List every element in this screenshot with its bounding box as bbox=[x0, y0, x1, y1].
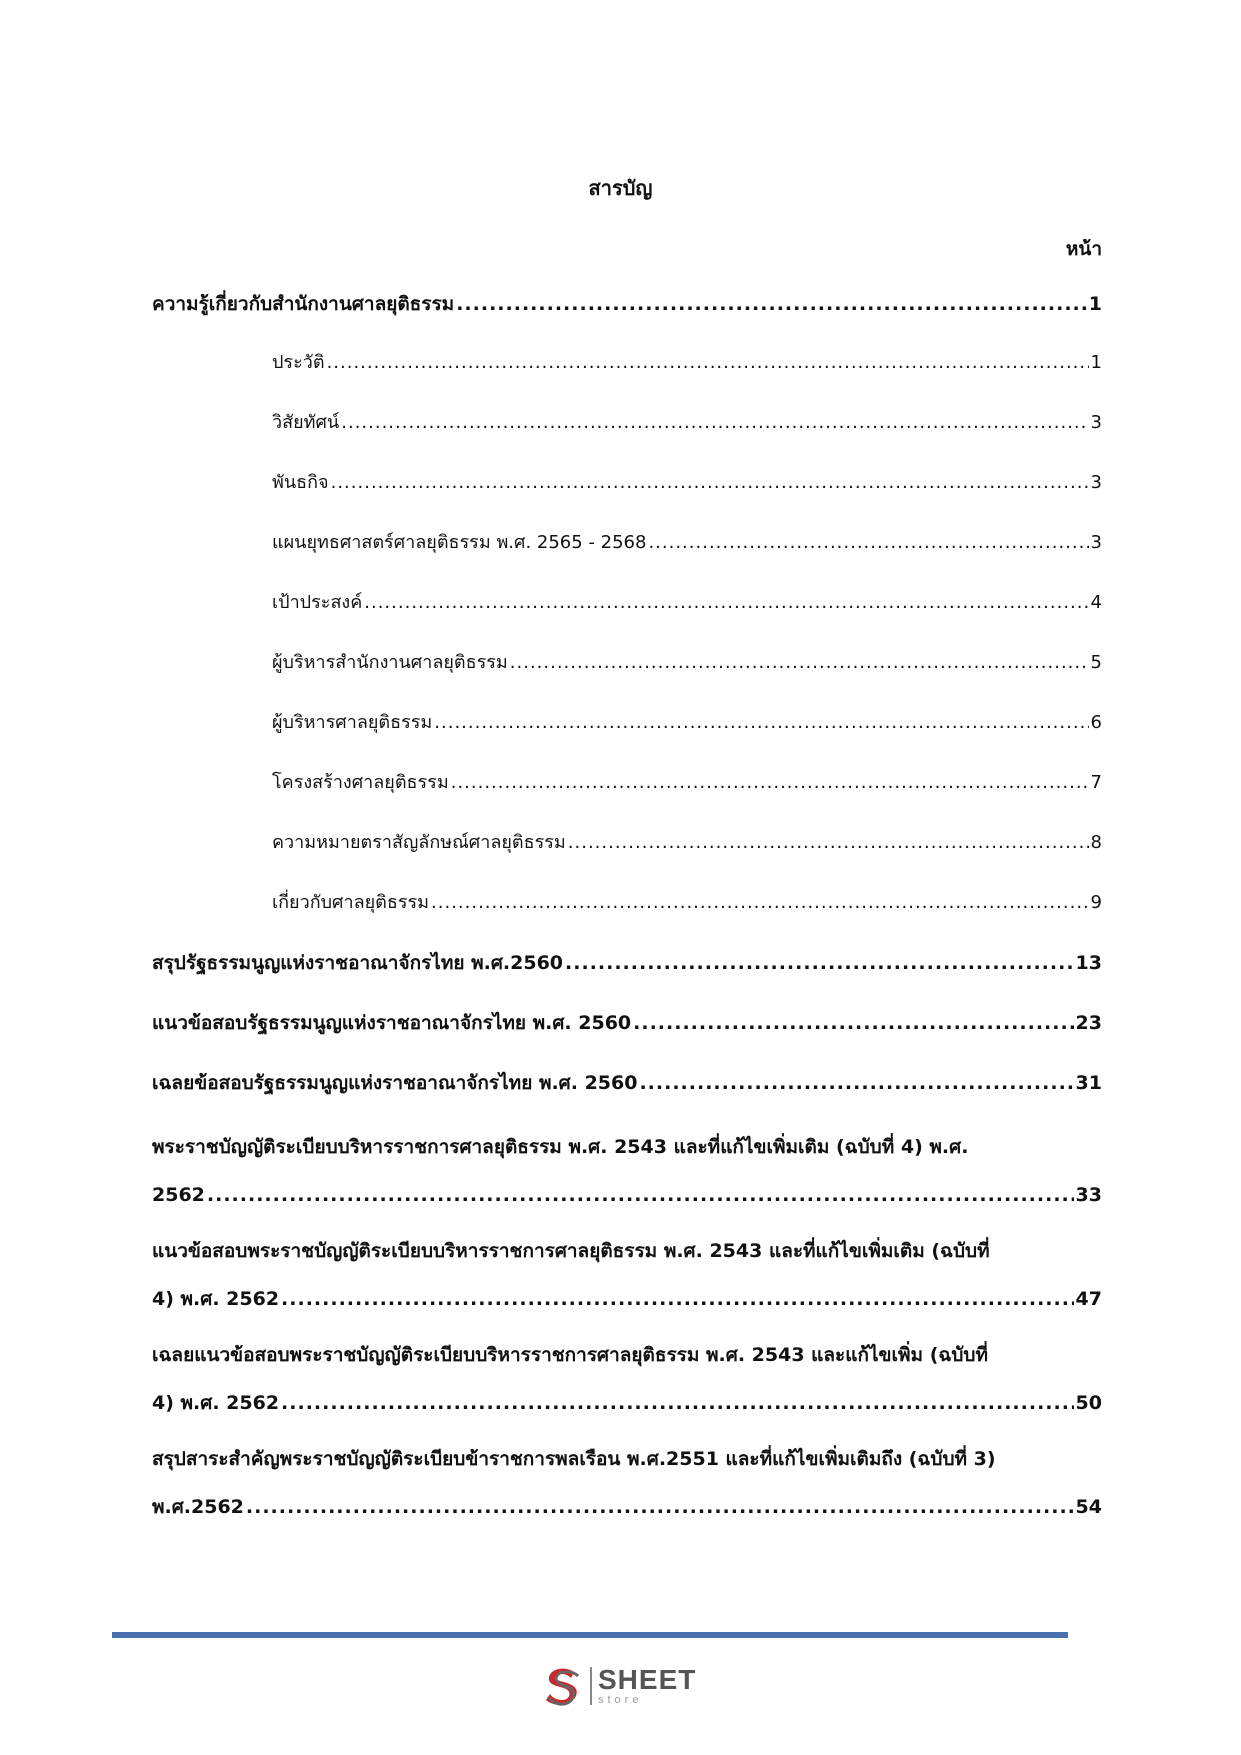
toc-entry-page: 4 bbox=[1090, 592, 1102, 613]
toc-entry[interactable] bbox=[272, 592, 1102, 614]
sheet-store-s-icon bbox=[540, 1664, 584, 1708]
toc-entry-label: พันธกิจ bbox=[272, 472, 329, 493]
toc-entry-label: แผนยุทธศาสตร์ศาลยุติธรรม พ.ศ. 2565 - 2568 bbox=[272, 532, 647, 553]
toc-entry-page: 1 bbox=[1090, 352, 1102, 373]
leader-dots bbox=[364, 592, 1088, 614]
toc-entry-page: 6 bbox=[1090, 712, 1102, 733]
toc-entry-label-continued: พ.ศ.2562 bbox=[152, 1496, 244, 1518]
toc-entry-page: 8 bbox=[1090, 832, 1102, 853]
toc-entry[interactable] bbox=[152, 293, 1102, 315]
toc-entry-label: โครงสร้างศาลยุติธรรม bbox=[272, 772, 449, 793]
leader-dots bbox=[431, 892, 1089, 914]
toc-entry-label: พระราชบัญญัติระเบียบบริหารราชการศาลยุติธรรม พ.ศ. 2543 และที่แก้ไขเพิ่มเติม (ฉบับที่ 4) พ.ศ. bbox=[152, 1136, 969, 1158]
toc-entry[interactable] bbox=[272, 352, 1102, 374]
toc-entry-wrapped[interactable] bbox=[152, 1236, 1102, 1310]
toc-entry-label-continued: 4) พ.ศ. 2562 bbox=[152, 1288, 280, 1310]
toc-entry-wrapped[interactable] bbox=[152, 1444, 1102, 1518]
toc-entry[interactable] bbox=[272, 652, 1102, 674]
toc-entry-wrapped[interactable] bbox=[152, 1340, 1102, 1414]
toc-title: สารบัญ bbox=[588, 176, 653, 200]
leader-dots bbox=[341, 412, 1088, 434]
toc-entry-page: 33 bbox=[1075, 1184, 1102, 1206]
logo-divider bbox=[590, 1667, 592, 1705]
toc-entry-label-continued: 4) พ.ศ. 2562 bbox=[152, 1392, 280, 1414]
toc-entry-page: 1 bbox=[1088, 293, 1102, 315]
toc-entry[interactable] bbox=[272, 532, 1102, 554]
toc-entry-page: 54 bbox=[1075, 1496, 1102, 1518]
toc-entry-page: 5 bbox=[1090, 652, 1102, 673]
toc-entry-label: ความหมายตราสัญลักษณ์ศาลยุติธรรม bbox=[272, 832, 566, 853]
toc-entry-label: เกี่ยวกับศาลยุติธรรม bbox=[272, 892, 430, 913]
toc-entry-label: วิสัยทัศน์ bbox=[272, 412, 340, 433]
toc-entry-page: 3 bbox=[1090, 472, 1102, 493]
toc-entry-wrapped[interactable] bbox=[152, 1132, 1102, 1206]
leader-dots bbox=[451, 772, 1089, 794]
toc-entry-page: 7 bbox=[1090, 772, 1102, 793]
leader-dots bbox=[327, 352, 1089, 374]
toc-entry-page: 13 bbox=[1075, 952, 1102, 974]
toc-entry-label: ประวัติ bbox=[272, 352, 325, 373]
toc-entry-label: สรุปสาระสำคัญพระราชบัญญัติระเบียบข้าราชการพลเรือน พ.ศ.2551 และที่แก้ไขเพิ่มเติมถึง (ฉบับที่ 3) bbox=[152, 1448, 996, 1470]
leader-dots bbox=[207, 1184, 1074, 1206]
leader-dots bbox=[633, 1012, 1073, 1034]
toc-entry[interactable] bbox=[152, 952, 1102, 974]
toc-entry-label: เป้าประสงค์ bbox=[272, 592, 363, 613]
toc-entry-label: เฉลยแนวข้อสอบพระราชบัญญัติระเบียบบริหารราชการศาลยุติธรรม พ.ศ. 2543 และแก้ไขเพิ่ม (ฉบับที่ bbox=[152, 1344, 988, 1366]
toc-entry-label: เฉลยข้อสอบรัฐธรรมนูญแห่งราชอาณาจักรไทย พ.ศ. 2560 bbox=[152, 1072, 638, 1094]
toc-entry-page: 31 bbox=[1075, 1072, 1102, 1094]
page-column-heading: หน้า bbox=[1065, 238, 1102, 260]
leader-dots bbox=[434, 712, 1088, 734]
logo-wordmark: SHEET bbox=[598, 1664, 697, 1695]
leader-dots bbox=[648, 532, 1088, 554]
toc-entry[interactable] bbox=[272, 412, 1102, 434]
toc-entry-page: 9 bbox=[1090, 892, 1102, 913]
toc-entry[interactable] bbox=[152, 1072, 1102, 1094]
toc-entry-label: ความรู้เกี่ยวกับสำนักงานศาลยุติธรรม bbox=[152, 293, 455, 315]
toc-entry-label: แนวข้อสอบรัฐธรรมนูญแห่งราชอาณาจักรไทย พ.ศ. 2560 bbox=[152, 1012, 632, 1034]
toc-entry-label: ผู้บริหารสำนักงานศาลยุติธรรม bbox=[272, 652, 508, 673]
toc-entry[interactable] bbox=[272, 772, 1102, 794]
toc-entry-page: 47 bbox=[1075, 1288, 1102, 1310]
leader-dots bbox=[568, 832, 1089, 854]
toc-entry-label: แนวข้อสอบพระราชบัญญัติระเบียบบริหารราชการศาลยุติธรรม พ.ศ. 2543 และที่แก้ไขเพิ่มเติม (ฉบับที่ bbox=[152, 1240, 990, 1262]
leader-dots bbox=[510, 652, 1089, 674]
leader-dots bbox=[331, 472, 1089, 494]
leader-dots bbox=[281, 1392, 1074, 1414]
toc-entry[interactable] bbox=[152, 1012, 1102, 1034]
toc-entry[interactable] bbox=[272, 472, 1102, 494]
leader-dots bbox=[565, 952, 1074, 974]
leader-dots bbox=[639, 1072, 1073, 1094]
toc-entry[interactable] bbox=[272, 892, 1102, 914]
toc-entry[interactable] bbox=[272, 832, 1102, 854]
sheet-store-logo bbox=[540, 1662, 720, 1710]
toc-entry-page: 23 bbox=[1075, 1012, 1102, 1034]
logo-subtext: store bbox=[598, 1694, 643, 1706]
toc-entry[interactable] bbox=[272, 712, 1102, 734]
leader-dots bbox=[456, 293, 1087, 315]
toc-entry-page: 50 bbox=[1075, 1392, 1102, 1414]
footer-rule bbox=[112, 1632, 1068, 1638]
toc-entry-page: 3 bbox=[1090, 412, 1102, 433]
toc-entry-label-continued: 2562 bbox=[152, 1184, 205, 1206]
toc-entry-label: สรุปรัฐธรรมนูญแห่งราชอาณาจักรไทย พ.ศ.2560 bbox=[152, 952, 564, 974]
leader-dots bbox=[281, 1288, 1074, 1310]
toc-entry-label: ผู้บริหารศาลยุติธรรม bbox=[272, 712, 433, 733]
toc-entry-page: 3 bbox=[1090, 532, 1102, 553]
leader-dots bbox=[246, 1496, 1074, 1518]
